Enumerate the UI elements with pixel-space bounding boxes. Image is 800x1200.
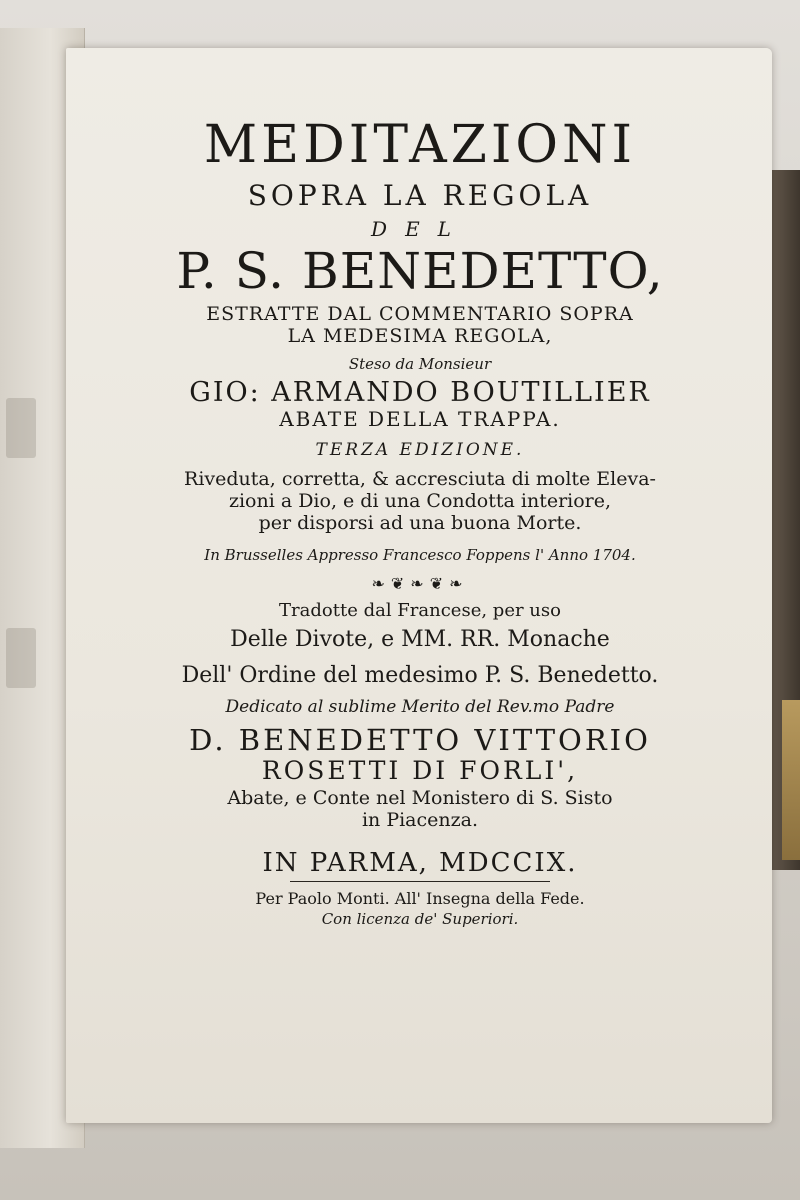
- title-page-text: [110, 110, 730, 928]
- author-title: ABATE DELLA TRAPPA.: [279, 407, 561, 432]
- revision-line-3: per disporsi ad una buona Morte.: [258, 511, 582, 534]
- subtitle-sopra: SOPRA LA REGOLA: [247, 178, 593, 212]
- revision-line-2: zioni a Dio, e di una Condotta interiore,: [228, 489, 612, 512]
- printer-line: Per Paolo Monti. All' Insegna della Fede.: [255, 889, 585, 909]
- bleed-through-mark: [6, 628, 36, 688]
- steso-da: Steso da Monsieur: [348, 355, 492, 374]
- author-name: GIO: ARMANDO BOUTILLIER: [189, 377, 651, 409]
- book-title: MEDITAZIONI: [203, 115, 637, 175]
- gilt-edge: [782, 700, 800, 860]
- subtitle-medesima: LA MEDESIMA REGOLA,: [287, 325, 553, 348]
- place-and-date: IN PARMA, MDCCIX.: [262, 848, 578, 879]
- dedicatee-title: Abate, e Conte nel Monistero di S. Sisto: [227, 786, 613, 809]
- revision-line-1: Riveduta, corretta, & accresciuta di molte Eleva-: [184, 468, 656, 491]
- audience-line: Delle Divote, e MM. RR. Monache: [230, 627, 610, 653]
- edition-statement: TERZA EDIZIONE.: [315, 440, 525, 461]
- bruxelles-imprint: In Brusselles Appresso Francesco Foppens l' Anno 1704.: [204, 545, 636, 564]
- dedicatee-place: in Piacenza.: [361, 808, 479, 831]
- dedicatee-surname: ROSETTI DI FORLI',: [261, 755, 579, 785]
- ornament-divider: ❧❦❧❦❧: [371, 573, 469, 593]
- subtitle-benedetto: P. S. BENEDETTO,: [176, 241, 664, 300]
- subtitle-del: DEL: [371, 216, 469, 241]
- imprint-rule: [290, 881, 550, 882]
- dedication-line: Dedicato al sublime Merito del Rev.mo Padre: [225, 697, 615, 718]
- bleed-through-mark: [6, 398, 36, 458]
- order-line: Dell' Ordine del medesimo P. S. Benedetto.: [181, 662, 659, 688]
- subtitle-estratte: ESTRATTE DAL COMMENTARIO SOPRA: [206, 303, 634, 326]
- license-line: Con licenza de' Superiori.: [321, 909, 519, 928]
- translation-note: Tradotte dal Francese, per uso: [279, 599, 561, 621]
- dedicatee-name: D. BENEDETTO VITTORIO: [189, 722, 651, 757]
